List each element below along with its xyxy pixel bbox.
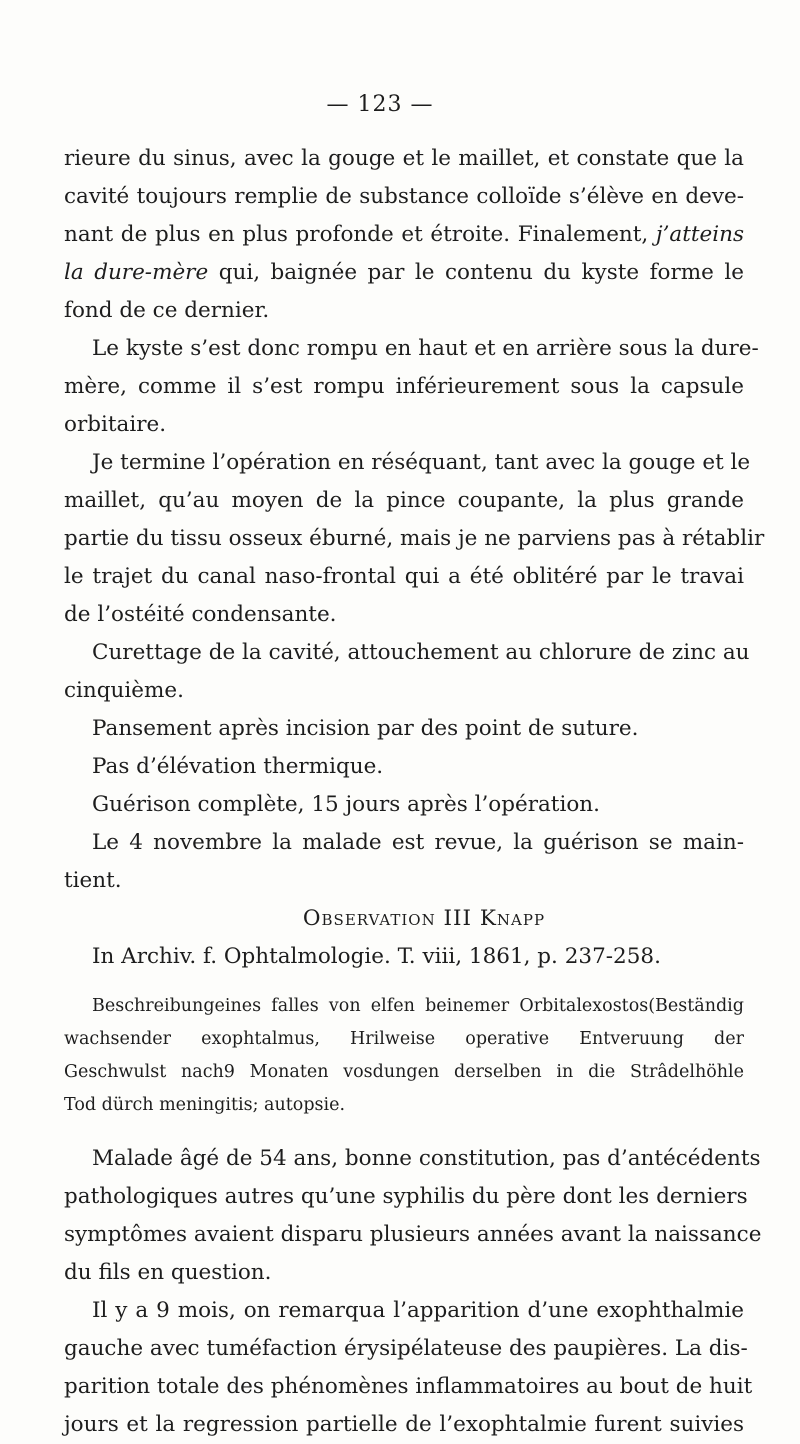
text-line: rieure du sinus, avec la gouge et le maillet, et constate que la: [64, 146, 744, 171]
italic-text: j’atteins: [655, 222, 745, 247]
text-line: Geschwulst nach9 Monaten vosdungen derselben in die Strâdelhöhle: [64, 1062, 744, 1082]
page-number: — 123 —: [326, 92, 434, 117]
text-line: Beschreibungeines falles von elfen beinemer Orbitalexostos(Beständig: [92, 996, 744, 1016]
text-line: gauche avec tuméfaction érysipélateuse des paupières. La dis-: [64, 1336, 748, 1361]
text-line: Je termine l’opération en réséquant, tant avec la gouge et le: [92, 450, 751, 475]
text-line: le trajet du canal naso-frontal qui a été oblitéré par le travai: [64, 564, 744, 589]
german-abstract: [64, 990, 744, 1122]
text-line: jours et la regression partielle de l’exophtalmie furent suivies: [64, 1412, 744, 1437]
text-span: nant de plus en plus profonde et étroite. Finalement,: [64, 222, 649, 247]
text-line: Curettage de la cavité, attouchement au chlorure de zinc au: [92, 640, 750, 665]
text-line: Pansement après incision par des point de suture.: [92, 716, 639, 741]
text-line: du fils en question.: [64, 1260, 272, 1285]
text-line: symptômes avaient disparu plusieurs années avant la naissance: [64, 1222, 762, 1247]
text-line: [64, 216, 744, 254]
observation-heading: Observation III Knapp: [302, 906, 546, 931]
reference-line: In Archiv. f. Ophtalmologie. T. viii, 1861, p. 237-258.: [92, 944, 661, 969]
text-line: Le 4 novembre la malade est revue, la guérison se main-: [92, 830, 744, 855]
text-line: Tod dürch meningitis; autopsie.: [64, 1095, 346, 1115]
text-line: parition totale des phénomènes inflammatoires au bout de huit: [64, 1374, 753, 1399]
text-line: cinquième.: [64, 678, 184, 703]
text-line: orbitaire.: [64, 412, 167, 437]
text-line: mère, comme il s’est rompu inférieurement sous la capsule: [64, 374, 744, 399]
text-line: partie du tissu osseux éburné, mais je ne parviens pas à rétablir: [64, 526, 765, 551]
text-line: Malade âgé de 54 ans, bonne constitution, pas d’antécédents: [92, 1146, 761, 1171]
text-line: tient.: [64, 868, 122, 893]
text-line: cavité toujours remplie de substance colloïde s’élève en deve-: [64, 184, 744, 209]
text-line: fond de ce dernier.: [64, 298, 270, 323]
text-line: Pas d’élévation thermique.: [92, 754, 384, 779]
text-line: wachsender exophtalmus, Hrilweise operative Entveruung der: [64, 1029, 744, 1049]
text-line: maillet, qu’au moyen de la pince coupante, la plus grande: [64, 488, 744, 513]
italic-text: la dure-mère: [64, 260, 209, 285]
text-line: [64, 254, 744, 292]
text-line: Le kyste s’est donc rompu en haut et en arrière sous la dure-: [92, 336, 759, 361]
text-line: de l’ostéité condensante.: [64, 602, 337, 627]
text-line: Guérison complète, 15 jours après l’opération.: [92, 792, 600, 817]
text-body: [64, 140, 765, 1444]
text-line: pathologiques autres qu’une syphilis du père dont les derniers: [64, 1184, 748, 1209]
text-span: qui, baignée par le contenu du kyste forme le: [218, 260, 744, 285]
text-line: Il y a 9 mois, on remarqua l’apparition d’une exophthalmie: [92, 1298, 744, 1323]
